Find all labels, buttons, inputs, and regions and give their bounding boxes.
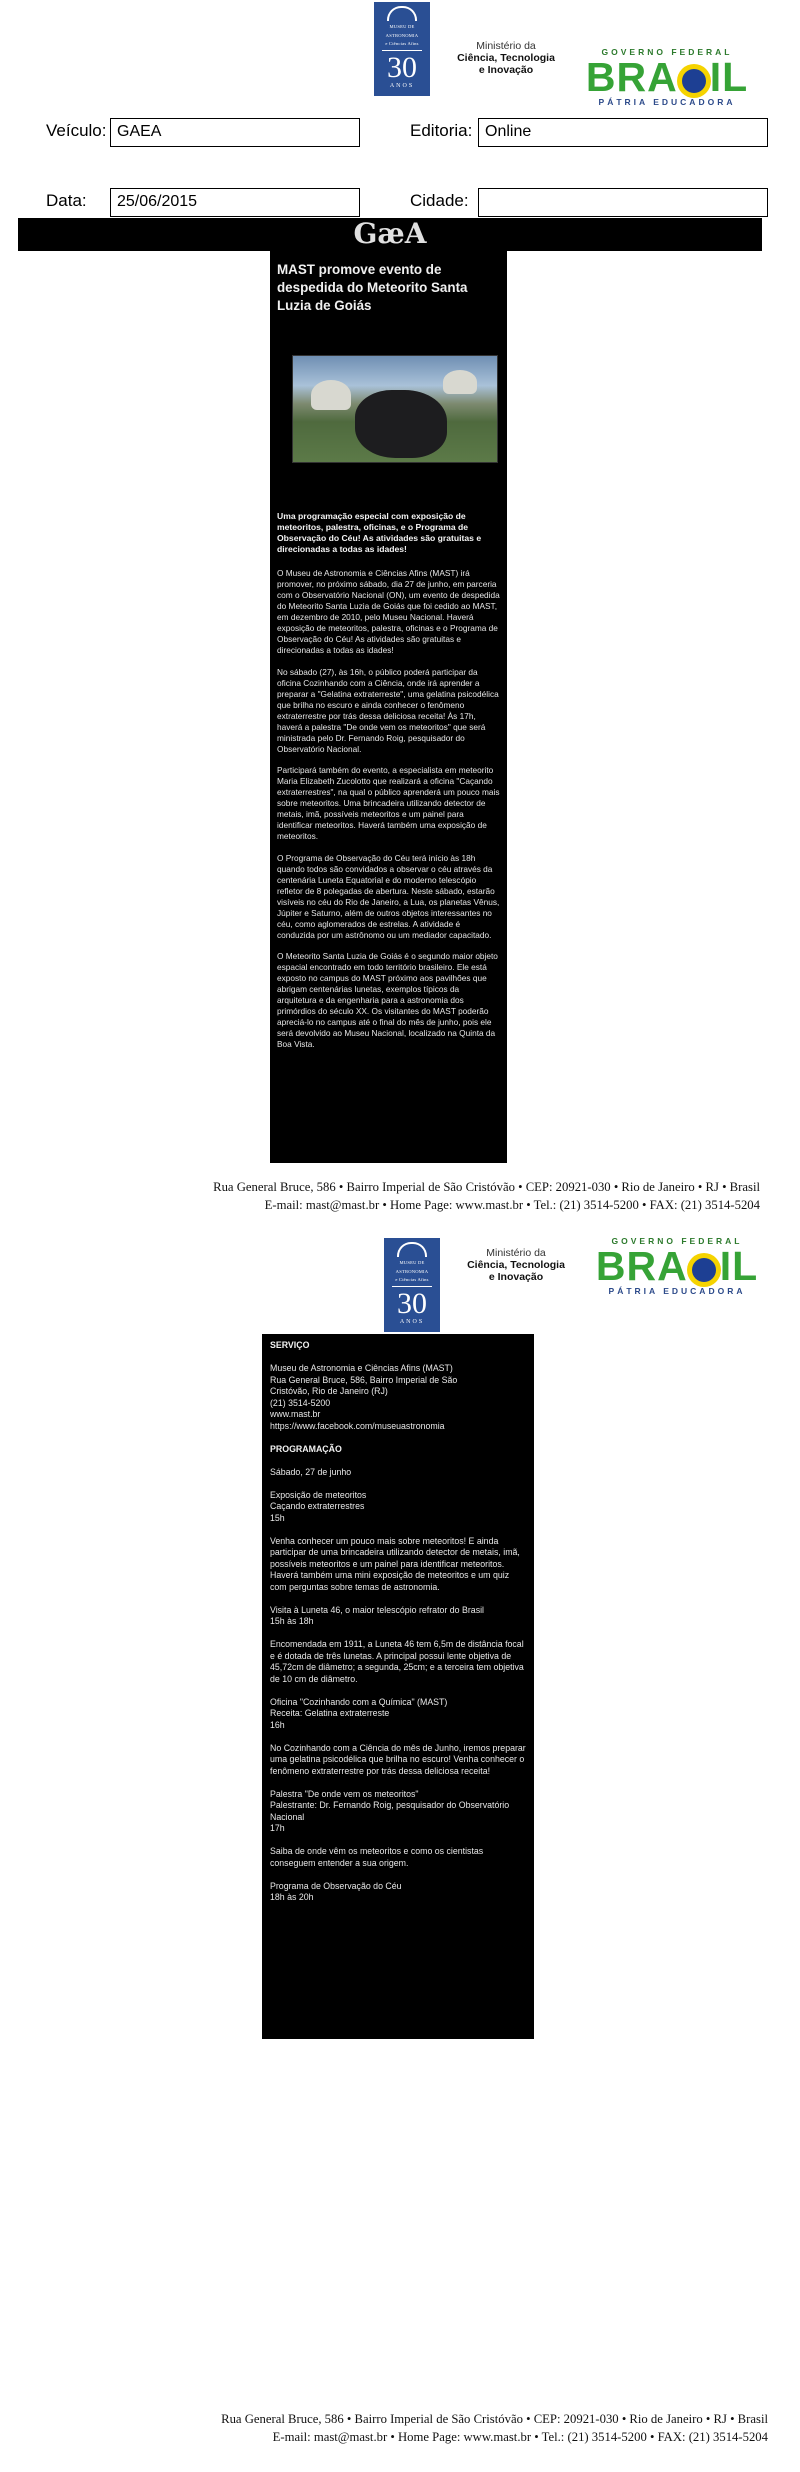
ministry-logo-page2: [456, 1247, 576, 1283]
servico-line: No Cozinhando com a Ciência do mês de Junho, iremos preparar uma gelatina psicodélica que brilha no escuro! Venha conhecer o fenômeno extraterrestre por trás dessa deliciosa receita!: [270, 1742, 526, 1776]
data-field[interactable]: 25/06/2015: [110, 188, 360, 217]
observatory-dome-icon: [397, 1242, 427, 1257]
servico-line: 17h: [270, 1823, 285, 1833]
ministry-line2: Ciência, Tecnologia: [457, 52, 555, 64]
ministry-logo: [446, 40, 566, 76]
mast-logo-line3: e Ciências Afins: [385, 41, 419, 46]
ministry-line1: Ministério da: [486, 1247, 546, 1259]
servico-line: www.mast.br: [270, 1409, 321, 1419]
servico-line: 15h: [270, 1512, 285, 1523]
gov-brasil-text: BRA IL: [595, 1243, 759, 1289]
servico-line: 15h às 18h: [270, 1616, 314, 1626]
mast-30-anos-logo: [374, 2, 430, 96]
servico-line: Palestrante: Dr. Fernando Roig, pesquisador do Observatório Nacional: [270, 1800, 510, 1822]
article-clipping: [270, 251, 507, 1163]
brazil-flag-icon: [682, 69, 706, 93]
ministry-line3: e Inovação: [488, 1271, 544, 1283]
gov-top-text: GOVERNO FEDERAL: [601, 47, 733, 57]
servico-line: Programa de Observação do Céu: [270, 1880, 402, 1891]
servico-line: Saiba de onde vêm os meteoritos e como os cientistas conseguem entender a sua origem.: [270, 1846, 484, 1868]
servico-block-2: PROGRAMAÇÃO: [270, 1443, 342, 1454]
servico-line: Cristóvão, Rio de Janeiro (RJ): [270, 1386, 388, 1396]
cidade-field[interactable]: [478, 188, 768, 217]
mast-logo-line1: MUSEU DE: [399, 1260, 425, 1265]
mast-30-anos-logo-page2: [384, 1238, 440, 1332]
servico-line: Palestra "De onde vem os meteoritos": [270, 1788, 419, 1799]
mast-logo-line2: ASTRONOMIA: [395, 1268, 429, 1274]
mast-logo-anos: ANOS: [389, 82, 415, 89]
servico-line: 18h às 20h: [270, 1892, 314, 1902]
page1-footer: [60, 1178, 760, 1214]
observatory-dome-icon: [387, 6, 417, 21]
meteorite-rock-shape: [355, 390, 447, 458]
servico-line: Caçando extraterrestres: [270, 1501, 365, 1511]
servico-block-12: [270, 1881, 526, 1904]
ministry-line3: e Inovação: [478, 64, 534, 76]
cidade-label: Cidade:: [410, 191, 469, 210]
gov-brasil-text: BRA IL: [585, 54, 749, 100]
servico-line: Venha conhecer um pouco mais sobre meteoritos! E ainda participar de uma brincadeira utilizando detector de metais, imã, possíveis meteoritos e um painel para identificar meteoritos. Haverá também uma mini exposição de meteoritos e um quiz com perguntas sobre temas de astronomia.: [270, 1535, 520, 1592]
ministry-line1: Ministério da: [476, 40, 536, 52]
servico-line: Museu de Astronomia e Ciências Afins (MAST): [270, 1363, 453, 1373]
article-paragraph-3: Participará também do evento, a especialista em meteorito Maria Elizabeth Zucolotto que realizará a oficina "Caçando extraterrestres", na qual o público aprenderá um pouco mais sobre meteoritos. Uma brincadeira utilizando detector de metais, imã, possíveis meteoritos e um painel para identificar meteoritos. Haverá também uma exposição de meteoritos.: [277, 765, 500, 841]
servico-clipping: [262, 1334, 534, 2039]
article-paragraph-2: No sábado (27), às 16h, o público poderá participar da oficina Cozinhando com a Ciência, onde irá aprender a preparar a "Gelatina extraterreste", uma gelatina psicodélica que brilha no escuro e ainda conhecer o fenômeno extraterrestre por trás dessa deliciosa receita! Às 17h, haverá a palestra "De onde vem os meteoritos" que será ministrada pelo Dr. Fernando Roig, pesquisador do Observatório Nacional.: [277, 666, 499, 754]
servico-line: https://www.facebook.com/museuastronomia: [270, 1420, 445, 1431]
mast-logo-anos: ANOS: [399, 1318, 425, 1325]
servico-block-3: [270, 1467, 526, 1479]
article-paragraph-1: O Museu de Astronomia e Ciências Afins (MAST) irá promover, no próximo sábado, dia 27 de junho, em parceria com o Observatório Nacional (ON), um evento de despedida do Meteorito Santa Luzia de Goiás que foi cedido ao MAST, em dezembro de 2010, pelo Museu Nacional. Haverá exposição de meteoritos, palestra, oficinas e o Programa de Observação do Céu! As atividades são gratuitas e direcionadas a todas as idades!: [277, 568, 500, 655]
servico-block-6: [270, 1605, 526, 1628]
article-paragraph-4: O Programa de Observação do Céu terá início às 18h quando todos são convidados a observar o céu através da centenária Luneta Equatorial e do moderno telescópio refletor de 8 polegadas de abertura. Neste sábado, estarão visíveis no céu do Rio de Janeiro, a Lua, os planetas Vênus, Júpiter e Saturno, além de outros objetos interessantes no céu, como aglomerados de estrelas. A atividade é conduzida por um astrônomo ou um mediador capacitado.: [277, 852, 500, 940]
servico-block-10: [270, 1789, 526, 1835]
article-paragraph-5: O Meteorito Santa Luzia de Goiás é o segundo maior objeto espacial encontrado em todo território brasileiro. Ele está exposto no campus do MAST próximo aos pavilhões que abrigam centenárias lunetas, exemplos típicos da arquitetura e da engenharia para a astronomia dos primórdios do século XX. Os visitantes do MAST poderão apreciá-lo no campus até o final do mês de junho, pois ele será devolvido ao Museu Nacional, localizado na Quinta da Boa Vista.: [277, 951, 498, 1049]
governo-federal-logo-page2: [592, 1236, 762, 1296]
page2-footer: [68, 2410, 768, 2446]
footer-address-page2: Rua General Bruce, 586 • Bairro Imperial de São Cristóvão • CEP: 20921-030 • Rio de Janeiro • RJ • Brasil: [221, 2412, 768, 2426]
mast-logo-line2: ASTRONOMIA: [385, 32, 419, 38]
brazil-flag-icon: [692, 1258, 716, 1282]
footer-address: Rua General Bruce, 586 • Bairro Imperial de São Cristóvão • CEP: 20921-030 • Rio de Janeiro • RJ • Brasil: [213, 1180, 760, 1194]
servico-line: (21) 3514-5200: [270, 1397, 331, 1408]
servico-line: Oficina "Cozinhando com a Química" (MAST): [270, 1696, 448, 1707]
footer-contact-page2: E-mail: mast@mast.br • Home Page: www.mast.br • Tel.: (21) 3514-5200 • FAX: (21) 3514-5204: [272, 2430, 768, 2444]
servico-block-0: SERVIÇO: [270, 1340, 310, 1350]
servico-block-4: [270, 1490, 526, 1525]
servico-line: Encomendada em 1911, a Luneta 46 tem 6,5m de distância focal e é dotada de três lunetas. A principal possui lente objetiva de 45,72cm de diâmetro; a segunda, 25cm; e a terceira tem objetiva de 10 cm de diâmetro.: [270, 1639, 524, 1684]
governo-federal-logo: [582, 47, 752, 107]
mast-logo-number: 30: [397, 1286, 427, 1320]
article-title: MAST promove evento de despedida do Meteorito Santa Luzia de Goiás: [277, 262, 468, 313]
gov-bottom-text: PÁTRIA EDUCADORA: [608, 1286, 746, 1296]
servico-block-5: [270, 1536, 526, 1594]
gov-top-text: GOVERNO FEDERAL: [611, 1236, 743, 1246]
servico-block-7: [270, 1639, 526, 1685]
observatory-dome-shape: [311, 380, 351, 410]
editoria-label: Editoria:: [410, 121, 473, 140]
veiculo-field[interactable]: GAEA: [110, 118, 360, 147]
servico-block-11: [270, 1846, 526, 1869]
editoria-field[interactable]: Online: [478, 118, 768, 147]
mast-logo-number: 30: [387, 50, 417, 84]
mast-logo-line3: e Ciências Afins: [395, 1277, 429, 1282]
servico-line: 16h: [270, 1719, 285, 1730]
servico-line: Sábado, 27 de junho: [270, 1466, 352, 1477]
meteorite-photo: [292, 355, 498, 463]
servico-line: Rua General Bruce, 586, Bairro Imperial de São: [270, 1374, 458, 1385]
data-label: Data:: [46, 191, 87, 210]
servico-block-1: [270, 1363, 526, 1432]
mast-logo-line1: MUSEU DE: [389, 24, 415, 29]
article-lead: Uma programação especial com exposição de meteoritos, palestra, oficinas, e o Programa de Observação do Céu! As atividades são gratuitas e direcionadas a todas as idades!: [277, 511, 482, 554]
observatory-dome-shape-2: [443, 370, 477, 394]
servico-block-8: [270, 1697, 526, 1732]
footer-contact: E-mail: mast@mast.br • Home Page: www.mast.br • Tel.: (21) 3514-5200 • FAX: (21) 3514-5204: [264, 1198, 760, 1212]
gov-bottom-text: PÁTRIA EDUCADORA: [598, 97, 736, 107]
veiculo-label: Veículo:: [46, 121, 107, 140]
servico-block-9: [270, 1743, 526, 1778]
ministry-line2: Ciência, Tecnologia: [467, 1259, 565, 1271]
servico-line: Receita: Gelatina extraterreste: [270, 1708, 390, 1718]
gaea-masthead: GæA: [18, 218, 762, 251]
servico-line: Visita à Luneta 46, o maior telescópio refrator do Brasil: [270, 1604, 485, 1615]
servico-line: Exposição de meteoritos: [270, 1489, 367, 1500]
